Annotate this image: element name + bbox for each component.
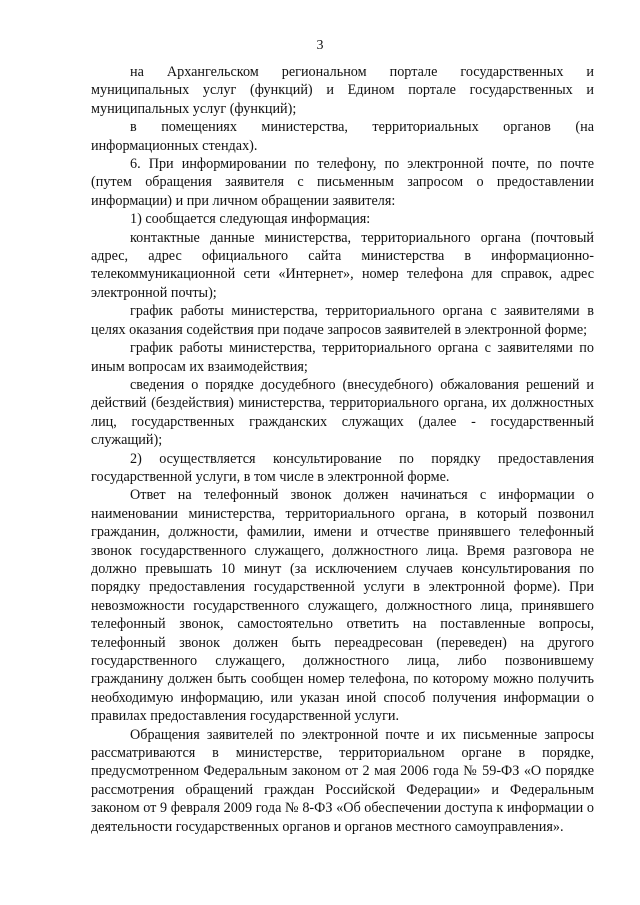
- paragraph-premises: в помещениях министерства, территориальных органов (на информационных стендах).: [91, 119, 594, 154]
- paragraph-subitem-1: 1) сообщается следующая информация:: [130, 211, 371, 228]
- paragraph-item-6: 6. При информировании по телефону, по электронной почте, по почте (путем обращения заявителя с письменным запросом о предоставлении информации) и при личном обращении заявителя:: [91, 156, 594, 209]
- paragraph-written-requests: Обращения заявителей по электронной почте и их письменные запросы рассматриваются в министерстве, территориальном органе в порядке, предусмотренном Федеральным законом от 2 мая 2006 года № 59-ФЗ «О порядке рассмотрения обращений граждан Российской Федерации» и Федеральным законом от 9 февраля 2009 года № 8-ФЗ «Об обеспечении доступа к информации о деятельности государственных органов и органов местного самоуправления».: [91, 726, 594, 835]
- paragraph-schedule-other: график работы министерства, территориального органа с заявителями по иным вопросам их взаимодействия;: [91, 340, 594, 375]
- page-number: 3: [316, 38, 324, 53]
- paragraph-contacts: контактные данные министерства, территориального органа (почтовый адрес, адрес официального сайта министерства в информационно-телекоммуникационной сети «Интернет», номер телефона для справок, адрес электронной почты);: [91, 229, 594, 301]
- paragraph-appeal-procedure: сведения о порядке досудебного (внесудебного) обжалования решений и действий (бездействия) министерства, территориального органа, их должностных лиц, государственных гражданских служащих (далее - государственный служащий);: [91, 376, 594, 449]
- paragraph-schedule-electronic: график работы министерства, территориального органа с заявителями в целях оказания содействия при подаче запросов заявителей в электронной форме;: [91, 303, 594, 338]
- paragraph-phone-answer: Ответ на телефонный звонок должен начинаться с информации о наименовании министерства, территориального органа, в который позвонил гражданин, должности, фамилии, имени и отчестве принявшего телефонный звонок государственного служащего, должностного лица. Время разговора не должно превышать 10 минут (за исключением случаев консультирования по порядку предоставления государственной услуги в электронной форме). При невозможности государственного служащего, должностного лица, принявшего телефонный звонок, самостоятельно ответить на поставленные вопросы, телефонный звонок должен быть переадресован (переведен) на другого государственного служащего, должностного лица, либо позвонившему гражданину должен быть сообщен номер телефона, по которому можно получить необходимую информацию, или указан иной способ получения информации о правилах предоставления государственной услуги.: [91, 487, 594, 725]
- paragraph-portals: на Архангельском региональном портале государственных и муниципальных услуг (функций) и Едином портале государственных и муниципальных услуг (функций);: [91, 64, 594, 117]
- document-body: [91, 63, 594, 836]
- paragraph-subitem-2: 2) осуществляется консультирование по порядку предоставления государственной услуги, в том числе в электронной форме.: [91, 450, 594, 485]
